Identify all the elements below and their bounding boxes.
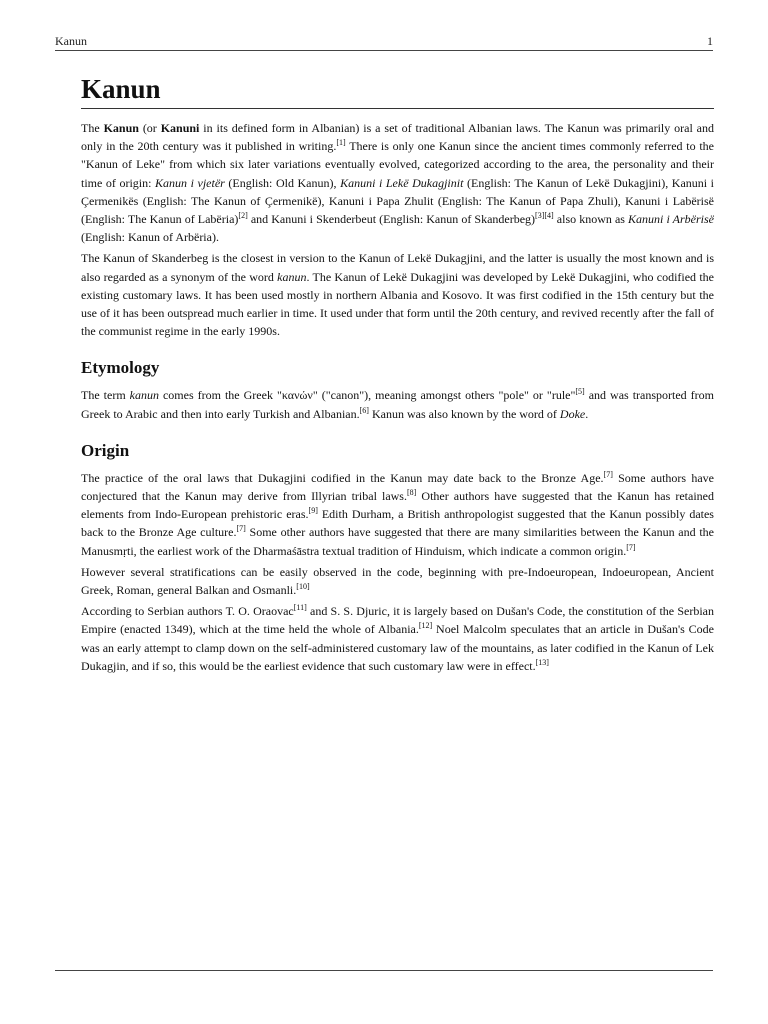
origin-paragraph-2: However several stratifications can be easily observed in the code, beginning with pre-Indoeuropean, Indoeuropean, Ancient Greek, Roman, general Balkan and Osmanli.[10] bbox=[81, 564, 714, 598]
origin-paragraph-3: According to Serbian authors T. O. Oraovac[11] and S. S. Djuric, it is largely based on Dušan's Code, the constitution of the Serbian Empire (enacted 1349), which at the time held the whole of Albania.[12] Noel Malcolm speculates that an article in Dušan's Code was an early attempt to clamp down on the self-administered customary law of the mountains, as later codified in the Kanun of Lek Dukagjin, and if so, this would be the earliest evidence that such customary law were in effect.[13] bbox=[81, 603, 714, 673]
second-paragraph: The Kanun of Skanderbeg is the closest in version to the Kanun of Lekë Dukagjini, and the latter is usually the most known and is also regarded as a synonym of the word kanun. The Kanun of Lekë Dukagjini was developed by Lekë Dukagjini, who codified the existing customary laws. It has been used mostly in northern Albania and Kosovo. It was first codified in the 15th century but the use of it has been outspread much earlier in time. It used under that form until the 20th century, and revived recently after the fall of the communist regime in the early 1990s. bbox=[81, 251, 714, 339]
citation-ref[interactable]: [2] bbox=[238, 211, 248, 221]
citation-ref[interactable]: [13] bbox=[535, 657, 549, 667]
citation-ref[interactable]: [1] bbox=[336, 138, 346, 148]
page-number: 1 bbox=[707, 34, 713, 48]
citation-ref[interactable]: [11] bbox=[293, 603, 307, 613]
citation-ref[interactable]: [3] bbox=[535, 211, 545, 221]
citation-ref[interactable]: [7] bbox=[626, 542, 636, 552]
running-title: Kanun bbox=[55, 34, 87, 48]
running-header bbox=[55, 34, 713, 49]
origin-paragraph-1: The practice of the oral laws that Dukagjini codified in the Kanun may date back to the Bronze Age.[7] Some authors have conjectured that the Kanun may derive from Illyrian tribal laws.[8] Other authors have suggested that the Kanun has retained elements from Indo-European prehistoric eras.[9] Edith Durham, a British anthropologist suggested that the Kanun possibly dates back to the Bronze Age culture.[7] Some other authors have suggested that there are many similarities between the Kanun and the Manusmṛti, the earliest work of the Dharmaśāstra textual tradition of Hinduism, which indicate a common origin.[7] bbox=[81, 469, 715, 558]
citation-ref[interactable]: [7] bbox=[236, 524, 246, 534]
citation-ref[interactable]: [7] bbox=[603, 469, 613, 479]
header-rule bbox=[55, 50, 713, 51]
citation-ref[interactable]: [9] bbox=[308, 506, 318, 516]
intro-paragraph: The Kanun (or Kanuni in its defined form in Albanian) is a set of traditional Albanian laws. The Kanun was primarily oral and only in the 20th century was it published in writing.[1] There is only one Kanun since the ancient times commonly referred to the "Kanun of Leke" from which six later variations eventually evolved, categorized according to the area, the personality and their time of origin: Kanun i vjetër (English: Old Kanun), Kanuni i Lekë Dukagjinit (English: The Kanun of Lekë Dukagjini), Kanuni i Çermenikës (English: The Kanun of Çermenikë), Kanuni i Papa Zhulit (English: The Kanun of Papa Zhuli), Kanuni i Labërisë (English: The Kanun of Labëria)[2] and Kanuni i Skenderbeut (English: Kanun of Skanderbeg)[3][4] also known as Kanuni i Arbërisë (English: Kanun of Arbëria). bbox=[81, 121, 715, 245]
page-title: Kanun bbox=[81, 72, 714, 109]
citation-ref[interactable]: [4] bbox=[544, 211, 554, 221]
etymology-heading: Etymology bbox=[81, 358, 160, 378]
citation-ref[interactable]: [5] bbox=[575, 387, 585, 397]
citation-ref[interactable]: [6] bbox=[359, 405, 369, 415]
article-body bbox=[81, 72, 714, 675]
citation-ref[interactable]: [10] bbox=[296, 582, 310, 592]
origin-heading: Origin bbox=[81, 440, 130, 460]
citation-ref[interactable]: [8] bbox=[406, 488, 417, 498]
etymology-paragraph: The term kanun comes from the Greek "κανών" ("canon"), meaning amongst others "pole" or "rule"[5] and was transported from Greek to Arabic and then into early Turkish and Albanian.[6] Kanun was also known by the word of Doke. bbox=[81, 387, 714, 421]
citation-ref[interactable]: [12] bbox=[418, 621, 433, 631]
footer-rule bbox=[55, 970, 713, 971]
